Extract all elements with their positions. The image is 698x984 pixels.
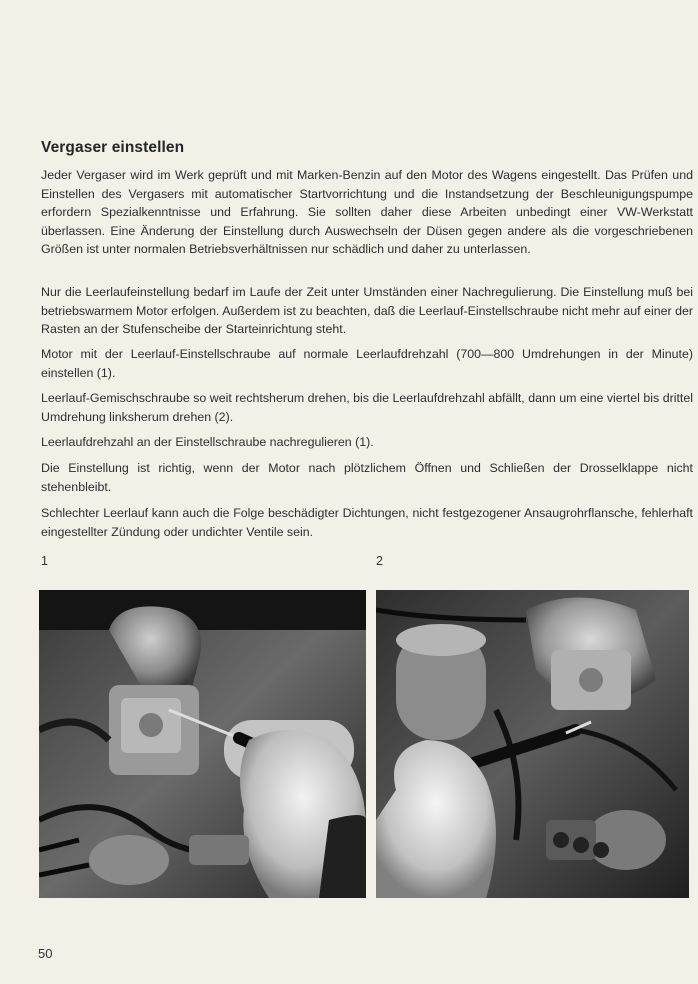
paragraph-intro: Jeder Vergaser wird im Werk geprüft und mit Marken-Benzin auf den Motor des Wagens eingestellt. Das Prüfen und Einstellen des Vergasers mit automatischer Startvorrichtung und die Instandsetzung der Beschleunigungspumpe erfordern Spezialkenntnisse und Erfahrung. Sie sollten daher diese Arbeiten unbedingt einer VW-Werkstatt überlassen. Eine Änderung der Einstellung durch Auswechseln der Düsen gegen andere als die vorgeschriebenen Größen ist unter normalen Betriebsverhältnissen nur schädlich und daher zu unterlassen. <box>41 168 693 257</box>
paragraph-step-mixture-screw: Leerlauf-Gemischschraube so weit rechtsherum drehen, bis die Leerlaufdrehzahl abfällt, dann um eine viertel bis drittel Umdrehung linksherum drehen (2). <box>41 391 693 424</box>
carburetor-photo-2 <box>376 590 689 898</box>
figure-1-photo <box>39 590 366 898</box>
page-number: 50 <box>38 946 53 961</box>
paragraph-step-idle-speed: Motor mit der Leerlauf-Einstellschraube auf normale Leerlaufdrehzahl (700—800 Umdrehungen in der Minute) einstellen (1). <box>41 347 693 380</box>
paragraph-check: Die Einstellung ist richtig, wenn der Motor nach plötzlichem Öffnen und Schließen der Drosselklappe nicht stehenbleibt. <box>41 461 693 494</box>
paragraph-idle-adjustment: Nur die Leerlaufeinstellung bedarf im Laufe der Zeit unter Umständen einer Nachregulierung. Die Einstellung muß bei betriebswarmem Motor erfolgen. Außerdem ist zu beachten, daß die Leerlauf-Einstellschraube nicht mehr auf einer der Rasten an der Stufenscheibe der Starteinrichtung steht. <box>41 285 693 337</box>
figure-2-photo <box>376 590 689 898</box>
paragraph-poor-idle-causes: Schlechter Leerlauf kann auch die Folge beschädigter Dichtungen, nicht festgezogener Ansaugrohrflansche, fehlerhaft eingestellter Zündung oder undichter Ventile sein. <box>41 506 693 539</box>
paragraph-step-readjust: Leerlaufdrehzahl an der Einstellschraube nachregulieren (1). <box>41 435 374 449</box>
figure-2-label: 2 <box>376 554 383 568</box>
figure-1-label: 1 <box>41 554 48 568</box>
carburetor-photo-1 <box>39 590 366 898</box>
section-title: Vergaser einstellen <box>41 139 185 156</box>
